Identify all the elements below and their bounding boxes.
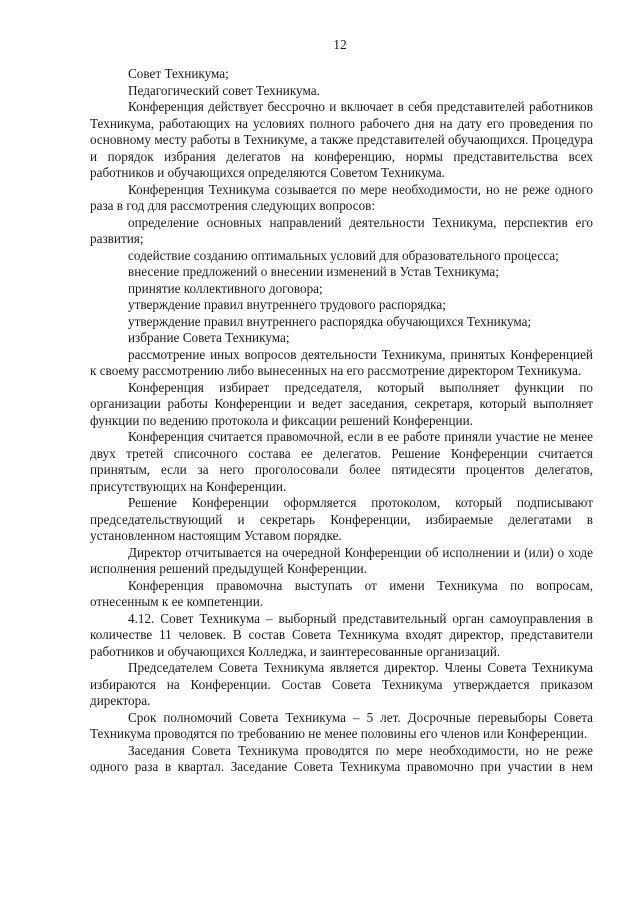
paragraph: Конференция считается правомочной, если в ее работе приняли участие не менее двух третей списочного состава ее делегатов. Решение Конференции считается принятым, если за него проголосовали более пятидесяти процентов делегатов, присутствующих на Конференции. [90, 429, 593, 494]
paragraph: Срок полномочий Совета Техникума – 5 лет. Досрочные перевыборы Совета Техникума проводятся по требованию не менее половины его членов или Конференции. [90, 709, 593, 741]
list-item: утверждение правил внутреннего распорядка обучающихся Техникума; [128, 313, 532, 329]
list-item: рассмотрение иных вопросов деятельности Техникума, принятых Конференцией к своему рассмотрению либо вынесенных на его рассмотрение директором Техникума. [90, 346, 593, 378]
paragraph: Председателем Совета Техникума является директор. Члены Совета Техникума избираются на Конференции. Состав Совета Техникума утверждается приказом директора. [90, 660, 593, 708]
paragraph: Решение Конференции оформляется протоколом, который подписывают председательствующий и секретарь Конференции, избираемые делегатами в установленном настоящим Уставом порядке. [90, 495, 593, 543]
document-body [90, 66, 593, 776]
paragraph: Директор отчитывается на очередной Конференции об исполнении и (или) о ходе исполнения решений предыдущей Конференции. [90, 544, 593, 576]
list-item: Совет Техникума; [128, 66, 229, 81]
paragraph: Конференция действует бессрочно и включает в себя представителей работников Техникума, работающих на условиях полного рабочего дня на дату его проведения по основному месту работы в Техникуме, а также представителей обучающихся. Процедура и порядок избрания делегатов на конференцию, нормы представительства всех работников и обучающихся определяются Советом Техникума. [90, 99, 593, 180]
list-item: внесение предложений о внесении изменений в Устав Техникума; [128, 264, 499, 279]
list-item: утверждение правил внутреннего трудового распорядка; [128, 297, 446, 312]
list-item: содействие созданию оптимальных условий для образовательного процесса; [128, 247, 559, 263]
paragraph: Конференция Техникума созывается по мере необходимости, но не реже одного раза в год для рассмотрения следующих вопросов: [90, 181, 593, 213]
section-paragraph: 4.12. Совет Техникума – выборный представительный орган самоуправления в количестве 11 человек. В состав Совета Техникума входят директор, представители работников и обучающихся Колледжа, и заинтересованные организаций. [90, 610, 593, 659]
page-number: 12 [333, 37, 347, 52]
paragraph: Конференция избирает председателя, который выполняет функции по организации работы Конференции и ведет заседания, секретаря, который выполняет функции по ведению протокола и фиксации решений Конференции. [90, 379, 593, 428]
paragraph: Заседания Совета Техникума проводятся по мере необходимости, но не реже одного раза в квартал. Заседание Совета Техникума правомочно при участии в нем [90, 742, 593, 774]
list-item: Педагогический совет Техникума. [128, 82, 320, 98]
list-item: принятие коллективного договора; [128, 280, 323, 296]
list-item: избрание Совета Техникума; [128, 330, 290, 345]
list-item: определение основных направлений деятельности Техникума, перспектив его развития; [90, 214, 593, 246]
paragraph: Конференция правомочна выступать от имени Техникума по вопросам, отнесенным к ее компетенции. [90, 577, 593, 609]
